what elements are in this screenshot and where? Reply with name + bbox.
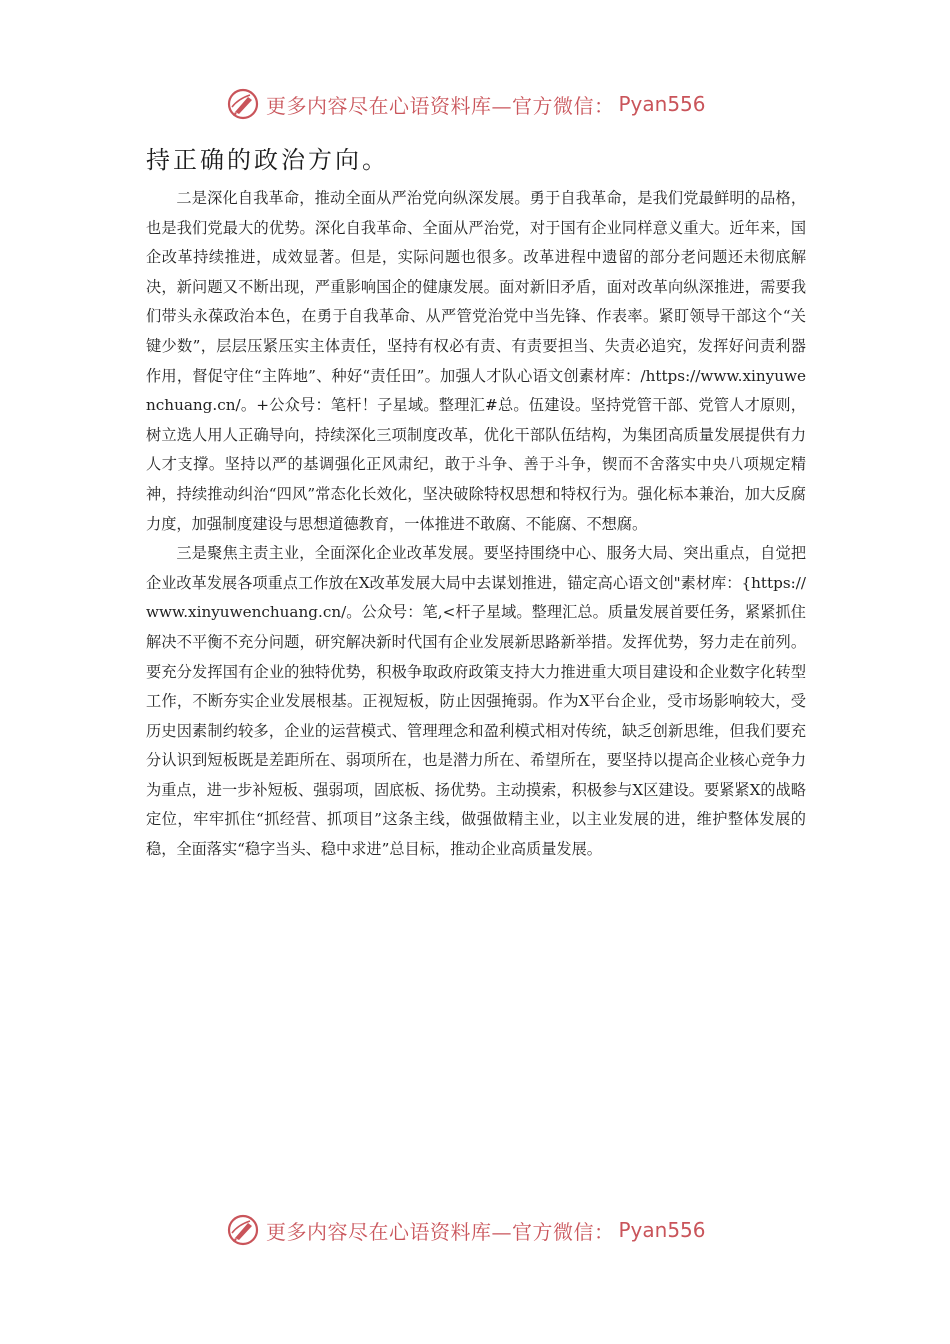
pen-nib-logo-icon (226, 87, 260, 121)
continued-sentence: 持正确的政治方向。 (146, 146, 389, 174)
document-body (146, 184, 806, 865)
watermark-text: 更多内容尽在心语资料库—官方微信： (266, 1219, 615, 1244)
paragraph-2: 二是深化自我革命，推动全面从严治党向纵深发展。勇于自我革命，是我们党最鲜明的品格，也是我们党最大的优势。深化自我革命、全面从严治党，对于国有企业同样意义重大。近年来，国企改革持续推进，成效显著。但是，实际问题也很多。改革进程中遗留的部分老问题还未彻底解决，新问题又不断出现，严重影响国企的健康发展。面对新旧矛盾，面对改革向纵深推进，需要我们带头永葆政治本色，在勇于自我革命、从严管党治党中当先锋、作表率。紧盯领导干部这个“关键少数”，层层压紧压实主体责任，坚持有权必有责、有责要担当、失责必追究，发挥好问责利器作用，督促守住“主阵地”、种好“责任田”。加强人才队心语文创素材库：/https://www.xinyuwenchuang.cn/。+公众号：笔杆！子星域。整理汇#总。伍建设。坚持党管干部、党管人才原则，树立选人用人正确导向，持续深化三项制度改革，优化干部队伍结构，为集团高质量发展提供有力人才支撑。坚持以严的基调强化正风肃纪，敢于斗争、善于斗争，锲而不舍落实中央八项规定精神，持续推动纠治“四风”常态化长效化，坚决破除特权思想和特权行为。强化标本兼治，加大反腐力度，加强制度建设与思想道德教育，一体推进不敢腐、不能腐、不想腐。 (146, 189, 806, 533)
pen-nib-logo-icon (226, 1213, 260, 1247)
watermark-wechat-id: Pyan556 (618, 1218, 706, 1242)
watermark-wechat-id: Pyan556 (618, 92, 706, 116)
watermark-text: 更多内容尽在心语资料库—官方微信： (266, 93, 615, 118)
footer-watermark (226, 1210, 706, 1250)
header-watermark (226, 84, 706, 124)
paragraph-3: 三是聚焦主责主业，全面深化企业改革发展。要坚持围绕中心、服务大局、突出重点，自觉把企业改革发展各项重点工作放在X改革发展大局中去谋划推进，锚定高心语文创"素材库：{https://www.xinyuwenchuang.cn/。公众号：笔,<杆子星域。整理汇总。质量发展首要任务，紧紧抓住解决不平衡不充分问题，研究解决新时代国有企业发展新思路新举措。发挥优势，努力走在前列。要充分发挥国有企业的独特优势，积极争取政府政策支持大力推进重大项目建设和企业数字化转型工作，不断夯实企业发展根基。正视短板，防止因强掩弱。作为X平台企业，受市场影响较大，受历史因素制约较多，企业的运营模式、管理理念和盈利模式相对传统，缺乏创新思维，但我们要充分认识到短板既是差距所在、弱项所在，也是潜力所在、希望所在，要坚持以提高企业核心竞争力为重点，进一步补短板、强弱项，固底板、扬优势。主动摸索，积极参与X区建设。要紧紧X的战略定位，牢牢抓住“抓经营、抓项目”这条主线，做强做精主业，以主业发展的进，维护整体发展的稳，全面落实“稳字当头、稳中求进”总目标，推动企业高质量发展。 (146, 544, 806, 859)
